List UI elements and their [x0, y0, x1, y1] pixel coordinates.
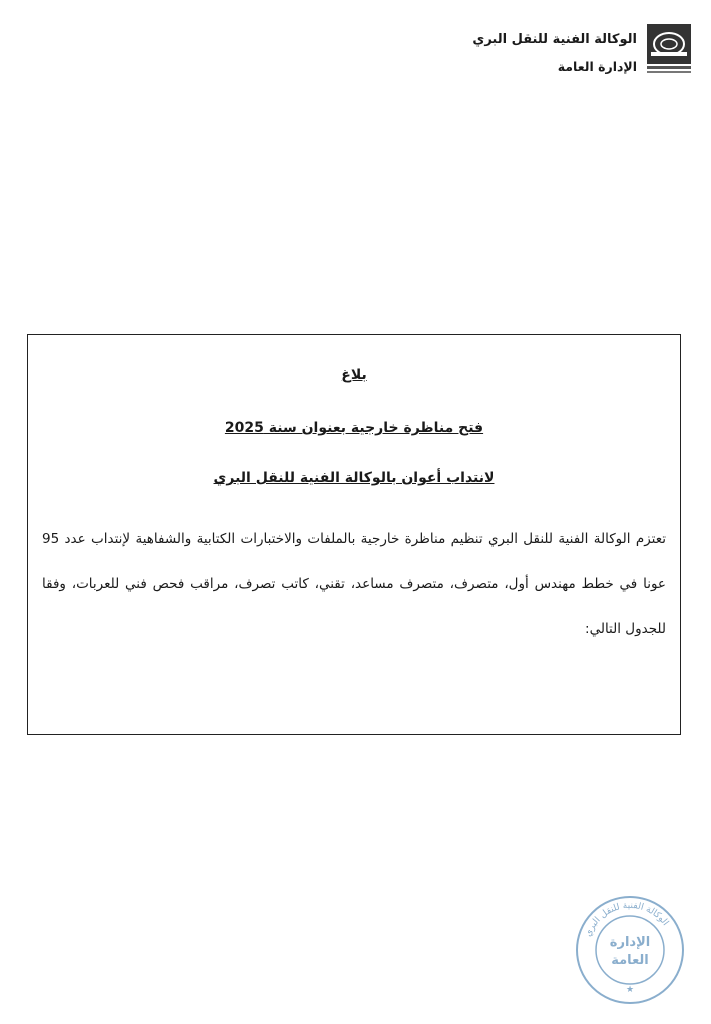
stamp-line-1: الإدارة	[609, 935, 651, 950]
stamp-ring-text: الوكالة الفنية للنقل البري	[583, 900, 671, 939]
official-stamp	[574, 894, 686, 1006]
agency-name: الوكالة الفنية للنقل البري	[472, 32, 637, 47]
letterhead	[472, 22, 693, 78]
agency-logo	[645, 22, 693, 78]
stamp-line-2: العامة	[611, 953, 649, 968]
department-name: الإدارة العامة	[557, 59, 637, 74]
notice-subtitle-recruitment: لانتداب أعوان بالوكالة الفنية للنقل البري	[213, 470, 495, 486]
notice-title: بلاغ	[341, 367, 367, 383]
stamp-star-icon: ★	[625, 985, 635, 995]
notice-box	[27, 334, 681, 735]
notice-subtitle: فتح مناظرة خارجية بعنوان سنة 2025	[224, 420, 484, 436]
notice-body: تعتزم الوكالة الفنية للنقل البري تنظيم مناظرة خارجية بالملفات والاختبارات الكتابية والشفاهية لإنتداب عدد 95 عونا في خطط مهندس أول، متصرف، متصرف مساعد، تقني، كاتب تصرف، مراقب فحص فني للعربات، وفقا للجدول التالي:	[42, 531, 666, 637]
